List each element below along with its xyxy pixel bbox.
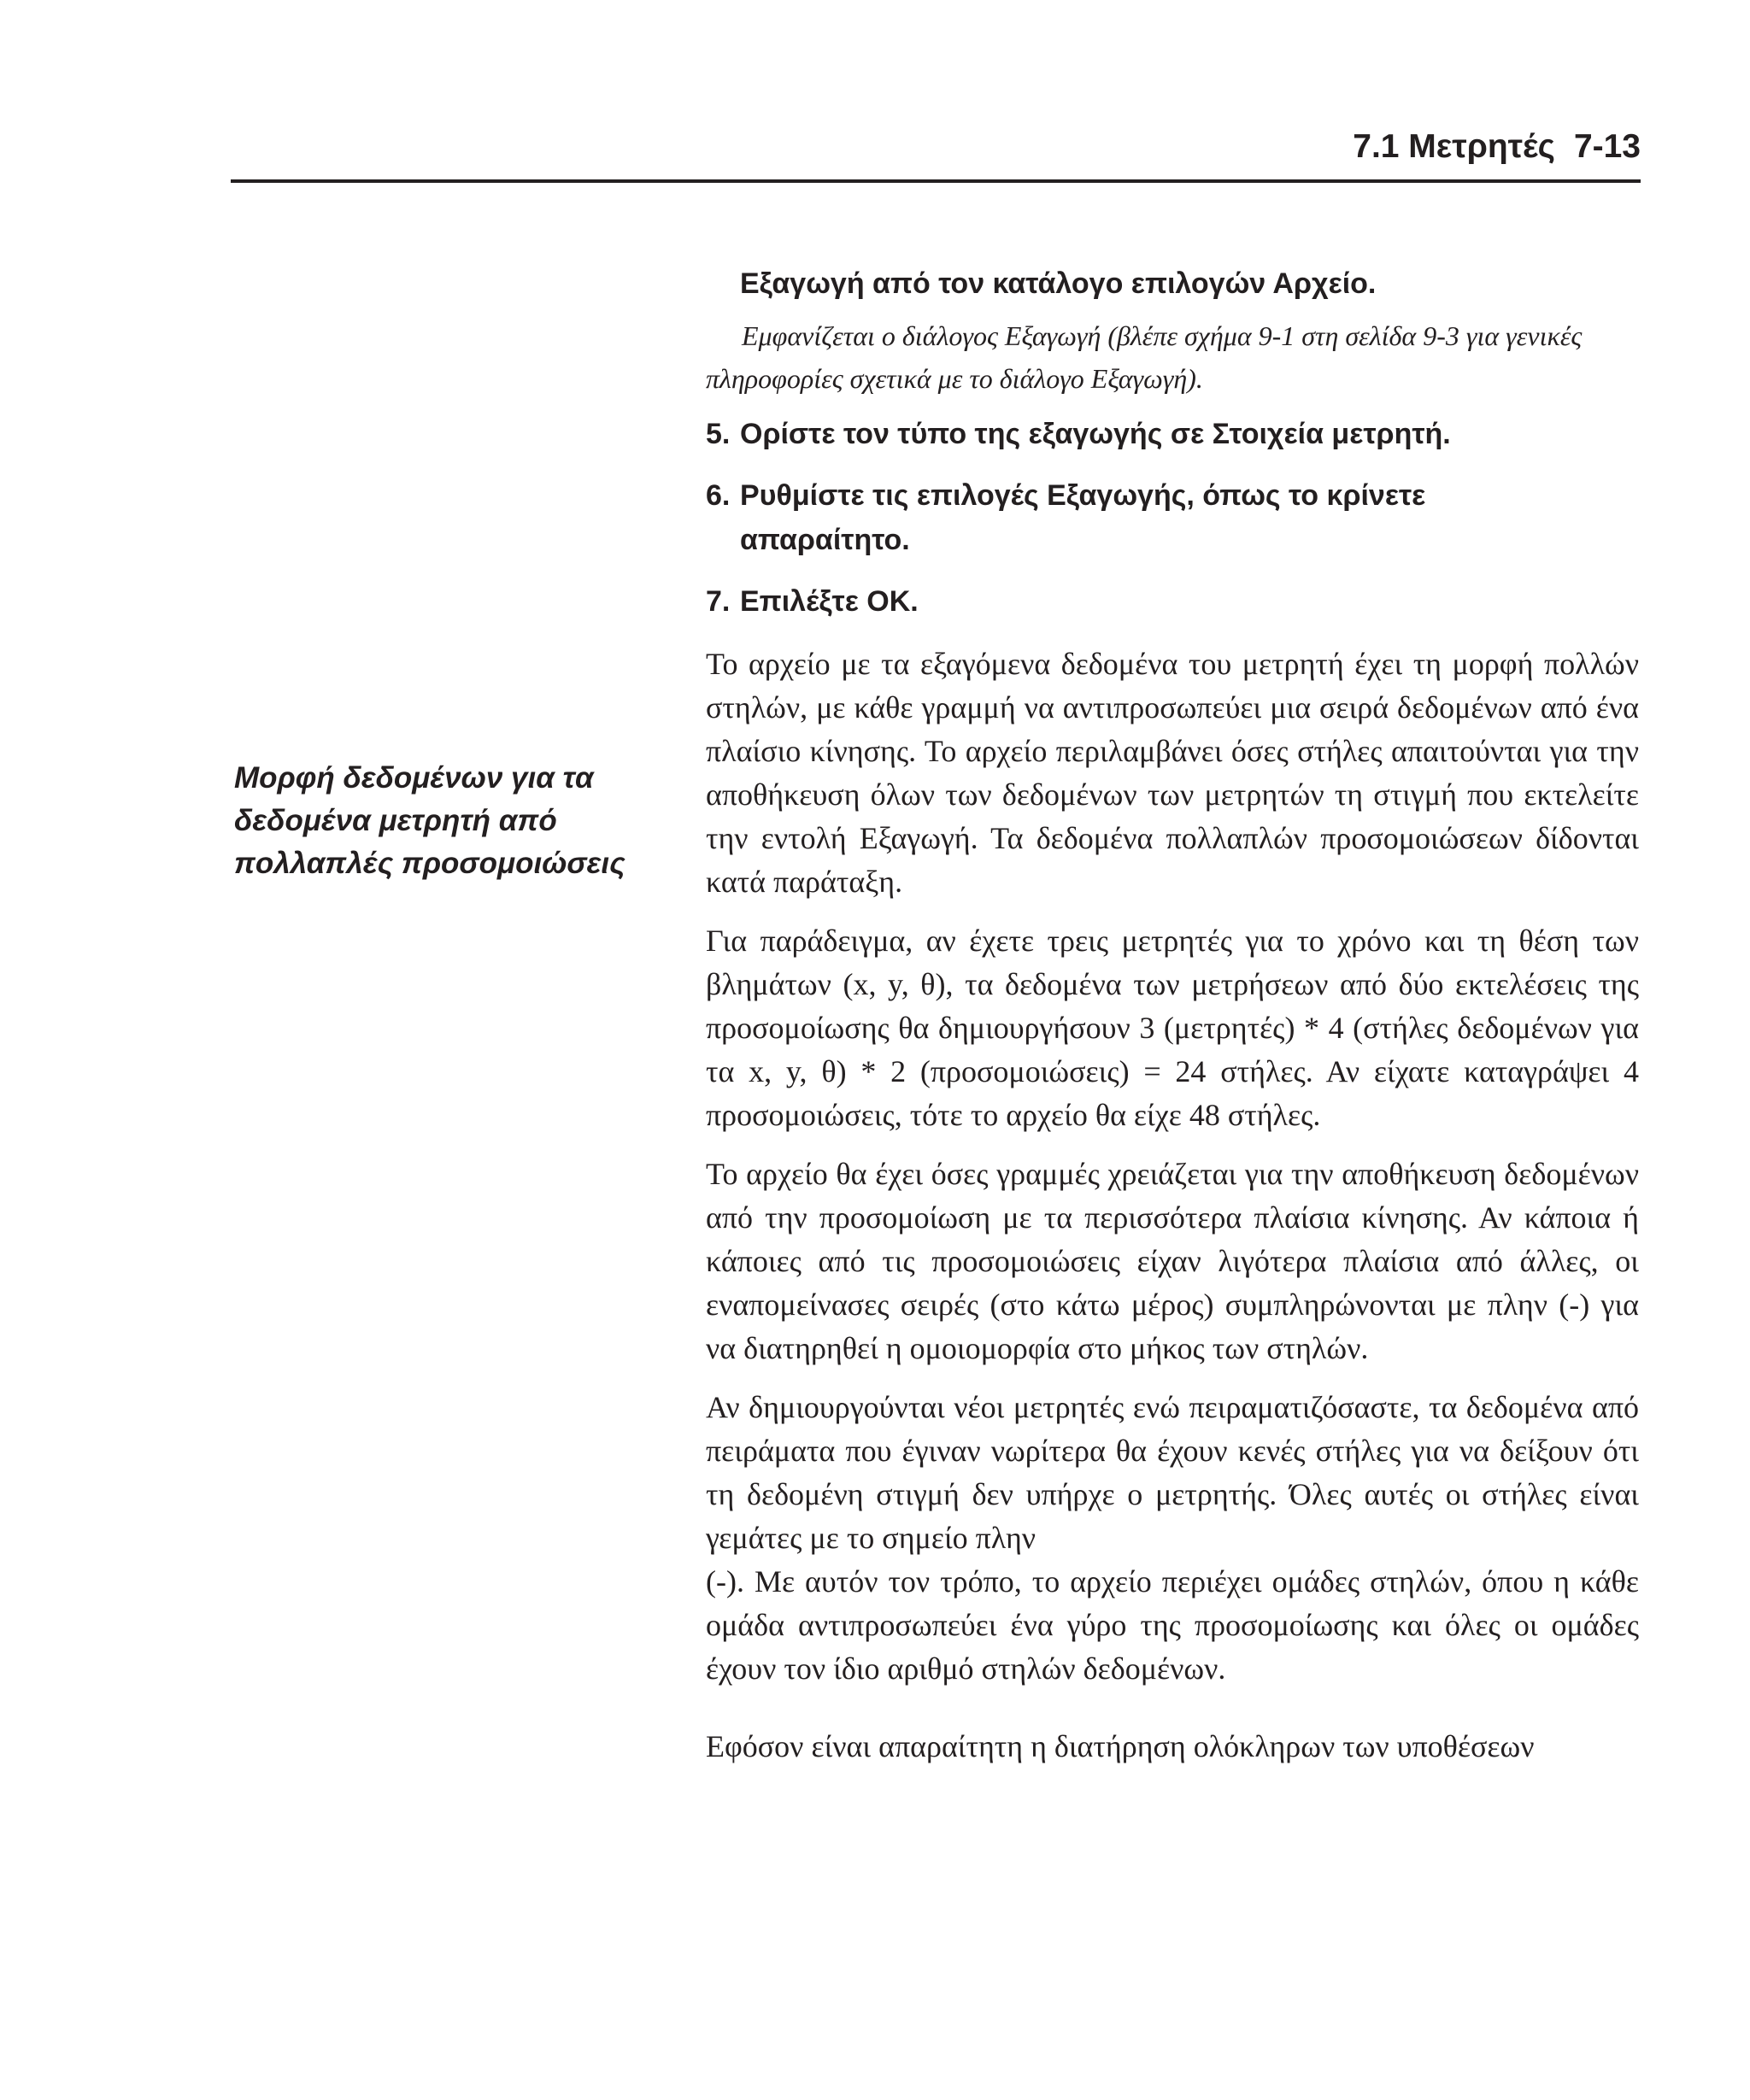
step-7 [706, 579, 1639, 624]
paragraph-2: Για παράδειγμα, αν έχετε τρεις μετρητές για το χρόνο και τη θέση των βλημάτων (x, y, θ), τα δεδομένα των μετρήσεων από δύο εκτελέσεις της προσομοίωσης θα δημιουργήσουν 3 (μετρητές) * 4 (στήλες δεδομένων για τα x, y, θ) * 2 (προσομοιώσεις) = 24 στήλες. Αν είχατε καταγράψει 4 προσομοιώσεις, τότε το αρχείο θα είχε 48 στήλες. [706, 924, 1639, 1132]
paragraph-3: Το αρχείο θα έχει όσες γραμμές χρειάζεται για την αποθήκευση δεδομένων από την προσομοίωση με τα περισσότερα πλαίσια κίνησης. Αν κάποια ή κάποιες από τις προσομοιώσεις είχαν λιγότερα πλαίσια από άλλες, οι εναπομείνασες σειρές (στο κάτω μέρος) συμπληρώνονται με πλην (-) για να διατηρηθεί η ομοιομορφία στο μήκος των στηλών. [706, 1157, 1639, 1365]
main-content [706, 261, 1639, 1784]
running-header [232, 126, 1641, 167]
paragraph-1: Το αρχείο με τα εξαγόμενα δεδομένα του μετρητή έχει τη μορφή πολλών στηλών, με κάθε γραμμή να αντιπροσωπεύει μια σειρά δεδομένων από ένα πλαίσιο κίνησης. Το αρχείο περιλαμβάνει όσες στήλες απαιτούνται για την αποθήκευση όλων των δεδομένων των μετρητών τη στιγμή που εκτελείτε την εντολή Εξαγωγή. Τα δεδομένα πολλαπλών προσομοιώσεων δίδονται κατά παράταξη. [706, 647, 1639, 899]
paragraph-4 [706, 1386, 1639, 1691]
step-4-note: Εμφανίζεται ο διάλογος Εξαγωγή (βλέπε σχήμα 9-1 στη σελίδα 9-3 για γενικές πληροφορίες σχετικά με το διάλογο Εξαγωγή). [706, 320, 1583, 394]
step-number: 5. [706, 418, 731, 450]
step-text: Ρυθμίστε τις επιλογές Εξαγωγής, όπως το κρίνετε απαραίτητο. [740, 479, 1426, 556]
section-title: 7.1 Μετρητές [1353, 128, 1555, 165]
step-5 [706, 412, 1639, 456]
step-number: 6. [706, 479, 731, 512]
side-heading: Μορφή δεδομένων για τα δεδομένα μετρητή από πολλαπλές προσομοιώσεις [234, 761, 625, 880]
step-text: Εξαγωγή από τον κατάλογο επιλογών Αρχείο. [740, 267, 1377, 300]
paragraph-4-part-1: Αν δημιουργούνται νέοι μετρητές ενώ πειραματιζόσαστε, τα δεδομένα από πειράματα που έγιναν νωρίτερα θα έχουν κενές στήλες για να δείξουν ότι τη δεδομένη στιγμή δεν υπήρχε ο μετρητής. Όλες αυτές οι στήλες είναι γεμάτες με το σημείο πλην [706, 1390, 1639, 1555]
step-text: Ορίστε τον τύπο της εξαγωγής σε Στοιχεία μετρητή. [740, 418, 1451, 450]
step-number: 7. [706, 585, 731, 618]
step-text: Επιλέξτε ΟΚ. [740, 585, 919, 618]
step-6 [706, 473, 1500, 562]
page-number: 7-13 [1573, 128, 1641, 165]
header-rule [231, 179, 1641, 183]
paragraph-4-part-2: (-). Με αυτόν τον τρόπο, το αρχείο περιέχει ομάδες στηλών, όπου η κάθε ομάδα αντιπροσωπεύει ένα γύρο της προσομοίωσης και όλες οι ομάδες έχουν τον ίδιο αριθμό στηλών δεδομένων. [706, 1564, 1639, 1686]
paragraph-5: Εφόσον είναι απαραίτητη η διατήρηση ολόκληρων των υποθέσεων [706, 1729, 1535, 1763]
step-4-continuation [706, 261, 1639, 306]
